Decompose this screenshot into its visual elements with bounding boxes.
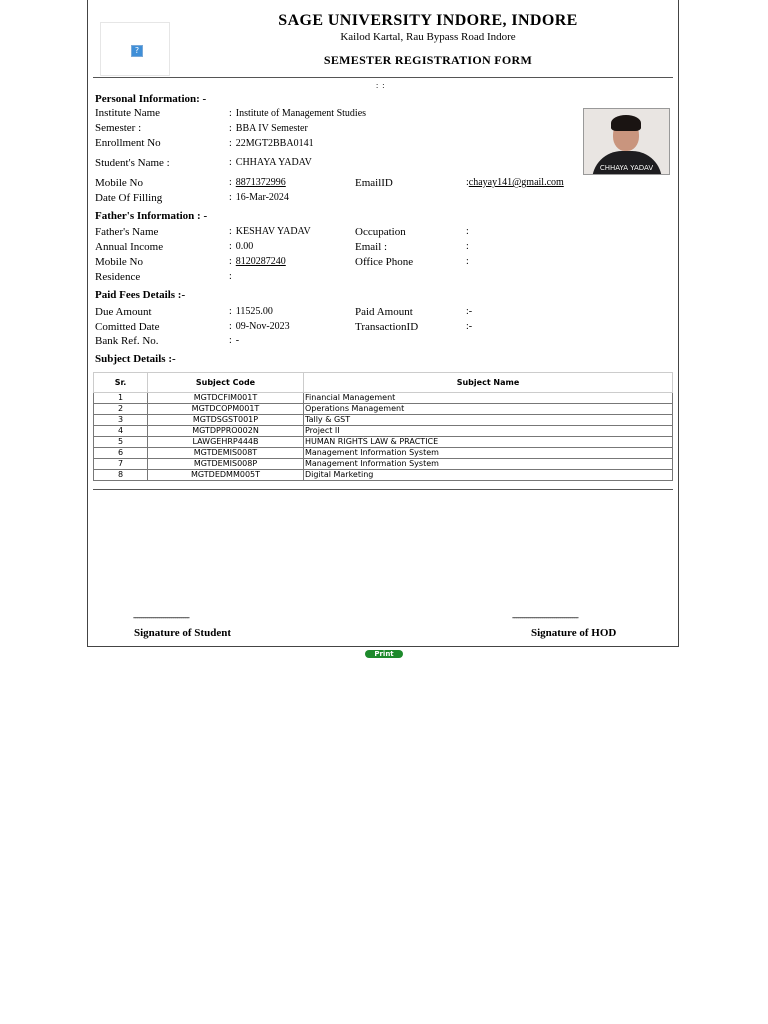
transaction-id-label: TransactionID [355,321,419,333]
table-row [94,415,673,426]
subject-name: Management Information System [304,459,673,470]
father-heading: Father's Information : - [95,210,208,222]
subject-sr: 4 [94,426,148,437]
due-amount-value: : 11525.00 [229,306,273,317]
father-name-value: : KESHAV YADAV [229,226,311,237]
student-signature-line: ---------------------------- [133,612,189,622]
annual-income-label: Annual Income [95,241,164,253]
table-divider [93,489,673,490]
institute-label: Institute Name [95,107,161,119]
subject-code: MGTDPPRO002N [148,426,304,437]
header-divider [93,77,673,78]
subjects-heading: Subject Details :- [95,353,176,365]
subject-code: MGTDEMIS008T [148,448,304,459]
photo-hair [611,115,641,131]
father-mobile-link[interactable]: 8120287240 [235,256,286,267]
father-mobile-value: : 8120287240 [229,256,286,267]
committed-date-label: Comitted Date [95,321,160,333]
enrollment-label: Enrollment No [95,137,161,149]
residence-label: Residence [95,271,141,283]
column-header-sr: Sr. [94,373,148,393]
column-header-name: Subject Name [304,373,673,393]
student-signature-label: Signature of Student [134,627,231,639]
subject-sr: 6 [94,448,148,459]
subject-code: MGTDSGST001P [148,415,304,426]
subjects-table [93,372,673,481]
subject-name: Digital Marketing [304,470,673,481]
subject-sr: 5 [94,437,148,448]
subject-sr: 2 [94,404,148,415]
table-row [94,426,673,437]
subject-code: MGTDCFIM001T [148,393,304,404]
photo-caption: CHHAYA YADAV [599,164,654,172]
table-row [94,437,673,448]
subject-sr: 3 [94,415,148,426]
residence-value: : [229,271,232,282]
student-name-value: : CHHAYA YADAV [229,157,312,168]
university-name: SAGE UNIVERSITY INDORE, INDORE [278,12,578,29]
mobile-value: : 8871372996 [229,177,286,188]
father-email-value: : [466,241,469,252]
hod-signature-line: --------------------------------- [512,612,578,622]
fees-heading: Paid Fees Details :- [95,289,186,301]
table-row [94,393,673,404]
broken-image-icon: ? [131,45,143,57]
table-row [94,459,673,470]
student-photo [583,108,670,175]
subject-sr: 7 [94,459,148,470]
bank-ref-value: : - [229,335,240,346]
table-row [94,404,673,415]
annual-income-value: : 0.00 [229,241,254,252]
filling-date-label: Date Of Filling [95,192,163,204]
occupation-label: Occupation [355,226,406,238]
due-amount-label: Due Amount [95,306,152,318]
filling-date-value: : 16-Mar-2024 [229,192,289,203]
column-header-code: Subject Code [148,373,304,393]
semester-label: Semester : [95,122,142,134]
subject-code: LAWGEHRP444B [148,437,304,448]
subjects-header-row [94,373,673,393]
student-name-label: Student's Name : [95,157,170,169]
committed-date-value: : 09-Nov-2023 [229,321,290,332]
print-button[interactable]: Print [365,650,403,658]
paid-amount-label: Paid Amount [355,306,413,318]
subject-sr: 1 [94,393,148,404]
father-name-label: Father's Name [95,226,159,238]
subject-name: Management Information System [304,448,673,459]
occupation-value: : [466,226,469,237]
subject-sr: 8 [94,470,148,481]
mobile-label: Mobile No [95,177,143,189]
subject-code: MGTDEDMM005T [148,470,304,481]
subject-name: Financial Management [304,393,673,404]
subject-name: Project II [304,426,673,437]
table-row [94,470,673,481]
email-label: EmailID [355,177,393,189]
paid-amount-value: :- [466,306,473,317]
university-address: Kailod Kartal, Rau Bypass Road Indore [340,31,516,43]
semester-value: : BBA IV Semester [229,123,308,134]
subject-code: MGTDEMIS008P [148,459,304,470]
mobile-link[interactable]: 8871372996 [235,177,286,188]
form-title: SEMESTER REGISTRATION FORM [323,53,533,67]
colon-marks: : : [376,81,386,90]
subject-name: Tally & GST [304,415,673,426]
office-phone-value: : [466,256,469,267]
registration-form [87,0,679,647]
father-email-label: Email : [355,241,388,253]
email-value: :chayay141@gmail.com [466,177,564,188]
enrollment-value: : 22MGT2BBA0141 [229,138,314,149]
hod-signature-label: Signature of HOD [531,627,617,639]
personal-heading: Personal Information: - [95,93,207,105]
office-phone-label: Office Phone [355,256,414,268]
institute-value: : Institute of Management Studies [229,108,367,119]
father-mobile-label: Mobile No [95,256,143,268]
subject-name: Operations Management [304,404,673,415]
email-link[interactable]: chayay141@gmail.com [468,177,564,188]
subject-name: HUMAN RIGHTS LAW & PRACTICE [304,437,673,448]
subject-code: MGTDCOPM001T [148,404,304,415]
transaction-id-value: :- [466,321,473,332]
table-row [94,448,673,459]
bank-ref-label: Bank Ref. No. [95,335,159,347]
